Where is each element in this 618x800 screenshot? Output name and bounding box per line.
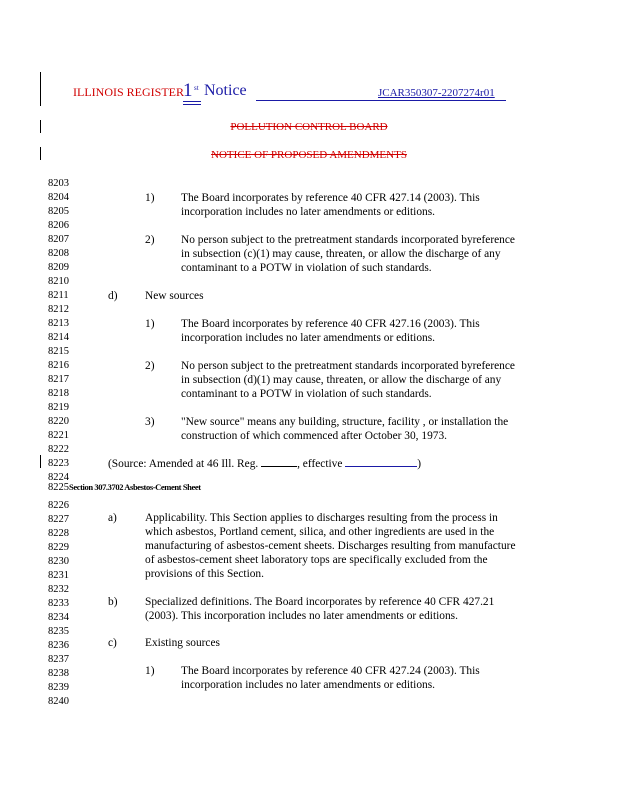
- issue-ordinal: st: [194, 84, 199, 92]
- body-text: No person subject to the pretreatment standards incorporated byreference: [181, 234, 515, 246]
- line-number: 8219: [48, 402, 69, 413]
- header-underline: [256, 100, 506, 101]
- list-marker: 2): [145, 234, 155, 246]
- body-text: contaminant to a POTW in violation of such standards.: [181, 388, 432, 400]
- list-marker: b): [108, 596, 118, 608]
- body-text: incorporation includes no later amendments or editions.: [181, 206, 436, 218]
- body-text: provisions of this Section.: [145, 568, 264, 580]
- line-number: 8238: [48, 668, 69, 679]
- line-number: 8211: [48, 290, 69, 301]
- list-marker: 2): [145, 360, 155, 372]
- line-number: 8205: [48, 206, 69, 217]
- line-number: 8235: [48, 626, 69, 637]
- body-text: in subsection (c)(1) may cause, threaten, or allow the discharge of any: [181, 248, 501, 260]
- line-number: 8229: [48, 542, 69, 553]
- body-text: The Board incorporates by reference 40 CFR 427.24 (2003). This: [181, 665, 480, 677]
- source-text: ): [417, 458, 422, 470]
- line-number: 8240: [48, 696, 69, 707]
- list-marker: 1): [145, 192, 155, 204]
- body-text: which asbestos, Portland cement, silica, and other ingredients are used in the: [145, 526, 495, 538]
- line-number: 8206: [48, 220, 69, 231]
- body-text: The Board incorporates by reference 40 CFR 427.16 (2003). This: [181, 318, 480, 330]
- line-number: 8231: [48, 570, 69, 581]
- body-text: in subsection (d)(1) may cause, threaten, or allow the discharge of any: [181, 374, 502, 386]
- line-number: 8221: [48, 430, 69, 441]
- list-marker: a): [108, 512, 117, 524]
- line-number: 8237: [48, 654, 69, 665]
- body-text: (2003). This incorporation includes no later amendments or editions.: [145, 610, 458, 622]
- line-number: 8207: [48, 234, 69, 245]
- line-number: 8214: [48, 332, 69, 343]
- list-marker: d): [108, 290, 118, 302]
- list-marker: 1): [145, 665, 155, 677]
- line-number: 8234: [48, 612, 69, 623]
- reg-blank: [261, 456, 297, 467]
- section-heading-row: [48, 482, 201, 493]
- line-number: 8218: [48, 388, 69, 399]
- body-text: The Board incorporates by reference 40 CFR 427.14 (2003). This: [181, 192, 480, 204]
- line-number: 8213: [48, 318, 69, 329]
- body-text: No person subject to the pretreatment standards incorporated byreference: [181, 360, 515, 372]
- notice-label: Notice: [204, 82, 247, 99]
- line-number: 8228: [48, 528, 69, 539]
- line-number: 8223: [48, 458, 69, 469]
- body-text: Specialized definitions. The Board incorporates by reference 40 CFR 427.21: [145, 596, 495, 608]
- body-text: of asbestos-cement sheet laboratory tops are specifically excluded from the: [145, 554, 488, 566]
- body-text: manufacturing of asbestos-cement sheets. Discharges resulting from manufacture: [145, 540, 516, 552]
- line-number: 8203: [48, 178, 69, 189]
- body-text: incorporation includes no later amendments or editions.: [181, 332, 436, 344]
- line-number: 8226: [48, 500, 69, 511]
- register-title: ILLINOIS REGISTER: [73, 85, 184, 99]
- body-text: incorporation includes no later amendments or editions.: [181, 679, 436, 691]
- section-heading: Section 307.3702 Asbestos-Cement Sheet: [69, 482, 201, 492]
- line-number: 8215: [48, 346, 69, 357]
- line-number: 8232: [48, 584, 69, 595]
- body-text: contaminant to a POTW in violation of such standards.: [181, 262, 432, 274]
- line-number: 8204: [48, 192, 69, 203]
- line-number: 8222: [48, 444, 69, 455]
- change-bar: [40, 72, 41, 106]
- jcar-code: JCAR350307-2207274r01: [378, 87, 495, 99]
- line-number: 8224: [48, 472, 69, 483]
- list-marker: 3): [145, 416, 155, 428]
- list-marker: c): [108, 637, 117, 649]
- change-bar: [40, 455, 41, 468]
- subsection-label: New sources: [145, 290, 204, 302]
- list-marker: 1): [145, 318, 155, 330]
- header-double-underline: [183, 104, 201, 105]
- source-text: , effective: [297, 458, 346, 470]
- body-text: Applicability. This Section applies to discharges resulting from the process in: [145, 512, 498, 524]
- line-number: 8217: [48, 374, 69, 385]
- issue-number: 1: [183, 80, 193, 101]
- effective-blank: [345, 456, 417, 467]
- body-text: construction of which commenced after October 30, 1973.: [181, 430, 448, 442]
- line-number: 8220: [48, 416, 69, 427]
- board-title: POLLUTION CONTROL BOARD: [230, 121, 388, 133]
- line-number: 8239: [48, 682, 69, 693]
- line-number: 8227: [48, 514, 69, 525]
- subsection-label: Existing sources: [145, 637, 220, 649]
- source-text: (Source: Amended at 46 Ill. Reg.: [108, 458, 262, 470]
- line-number: 8210: [48, 276, 69, 287]
- header-double-underline: [183, 101, 201, 102]
- line-number: 8233: [48, 598, 69, 609]
- line-number: 8216: [48, 360, 69, 371]
- line-number: 8236: [48, 640, 69, 651]
- line-number: 8230: [48, 556, 69, 567]
- notice-title: NOTICE OF PROPOSED AMENDMENTS: [211, 149, 407, 161]
- line-number: 8209: [48, 262, 69, 273]
- source-note: [108, 456, 421, 471]
- line-number: 8225: [48, 482, 69, 493]
- line-number: 8208: [48, 248, 69, 259]
- line-number: 8212: [48, 304, 69, 315]
- body-text: "New source" means any building, structure, facility , or installation the: [181, 416, 509, 428]
